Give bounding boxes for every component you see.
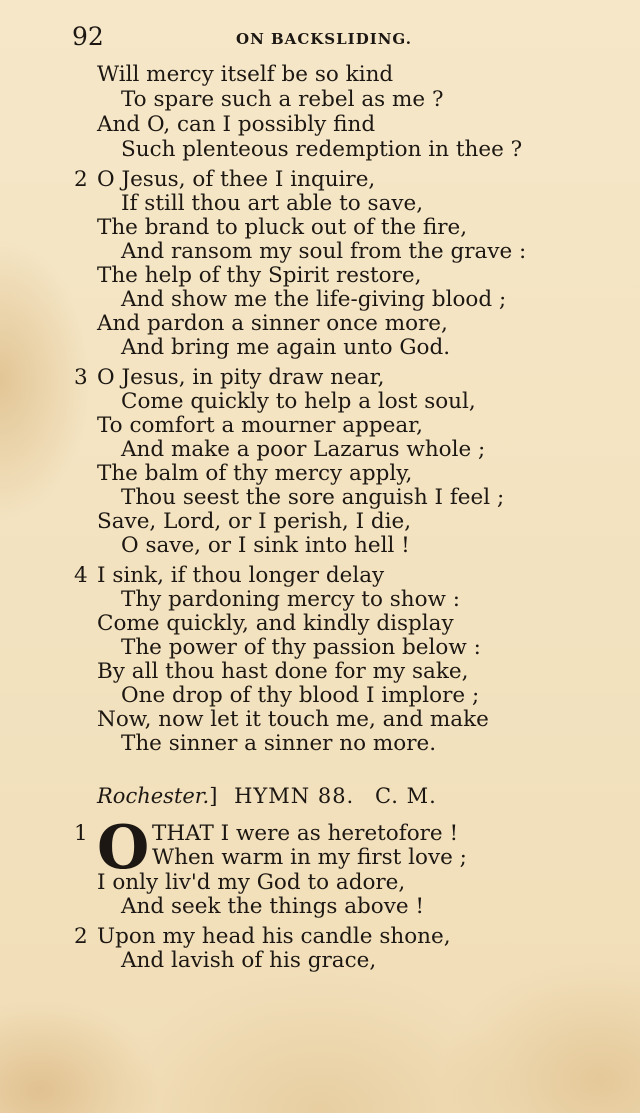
verse-line: THAT I were as heretofore ! <box>152 821 459 846</box>
verse-line: The power of thy passion below : <box>121 635 481 660</box>
verse-line: To spare such a rebel as me ? <box>121 87 444 112</box>
verse-line: O save, or I sink into hell ! <box>121 533 410 558</box>
verse-line: Such plenteous redemption in thee ? <box>121 137 523 162</box>
stanza-number: 3 <box>74 365 88 390</box>
verse-line: One drop of thy blood I implore ; <box>121 683 480 708</box>
verse-line: Thy pardoning mercy to show : <box>121 587 461 612</box>
verse-line: And pardon a sinner once more, <box>97 311 448 336</box>
hymn-title: HYMN 88. <box>234 784 355 808</box>
verse-line: The sinner a sinner no more. <box>121 731 437 756</box>
verse-line: Thou seest the sore anguish I feel ; <box>121 485 505 510</box>
hymn-meter: C. M. <box>374 784 437 808</box>
verse-line: And show me the life-giving blood ; <box>121 287 507 312</box>
drop-cap: O <box>97 813 150 883</box>
verse-line: And lavish of his grace, <box>121 948 377 973</box>
verse-line: Save, Lord, or I perish, I die, <box>97 509 412 534</box>
stanza-number: 2 <box>74 167 88 192</box>
verse-line: Now, now let it touch me, and make <box>97 707 489 732</box>
stanza-number: 2 <box>74 924 88 949</box>
bracket: ] <box>209 784 218 808</box>
verse-line: When warm in my first love ; <box>152 845 467 870</box>
verse-line: By all thou hast done for my sake, <box>97 659 469 684</box>
verse-line: Will mercy itself be so kind <box>97 62 394 87</box>
verse-line: Come quickly to help a lost soul, <box>121 389 476 414</box>
verse-line: And make a poor Lazarus whole ; <box>121 437 486 462</box>
verse-line: O Jesus, in pity draw near, <box>97 365 385 390</box>
verse-line: And seek the things above ! <box>121 894 425 919</box>
verse-line: And O, can I possibly find <box>97 112 376 137</box>
verse-line: Come quickly, and kindly display <box>97 611 454 636</box>
stanza-number: 4 <box>74 563 88 588</box>
verse-line: The help of thy Spirit restore, <box>97 263 422 288</box>
verse-line: The balm of thy mercy apply, <box>97 461 413 486</box>
stanza-number: 1 <box>74 821 88 846</box>
verse-line: To comfort a mourner appear, <box>97 413 423 438</box>
page-header <box>0 22 640 58</box>
verse-line: And ransom my soul from the grave : <box>121 239 527 264</box>
verse-line: Upon my head his candle shone, <box>97 924 451 949</box>
page-number: 92 <box>72 22 104 51</box>
verse-line: If still thou art able to save, <box>121 191 424 216</box>
verse-line: O Jesus, of thee I inquire, <box>97 167 376 192</box>
tune-name: Rochester. <box>97 784 210 808</box>
verse-line: I sink, if thou longer delay <box>97 563 385 588</box>
running-head: ON BACKSLIDING. <box>236 30 412 48</box>
hymn-heading <box>97 784 437 808</box>
verse-line: The brand to pluck out of the fire, <box>97 215 468 240</box>
verse-line: And bring me again unto God. <box>121 335 451 360</box>
verse-line: I only liv'd my God to adore, <box>97 870 406 895</box>
